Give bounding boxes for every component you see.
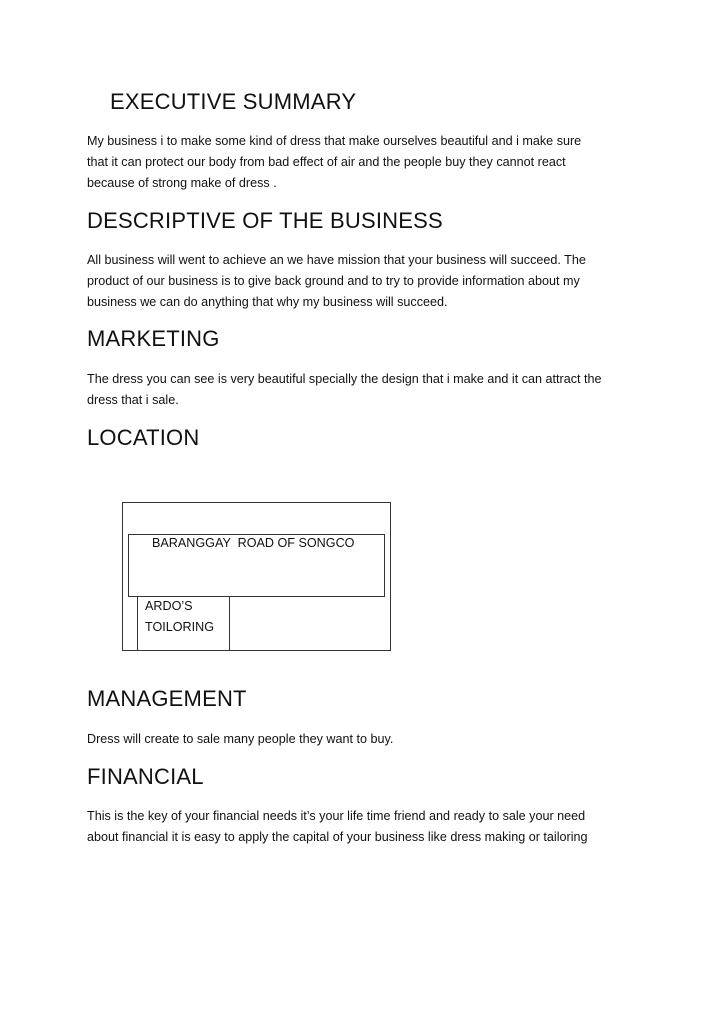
paragraph-marketing [87,369,647,411]
heading-marketing: MARKETING [87,326,220,351]
heading-management: MANAGEMENT [87,686,247,711]
shop-label-line: ARDO’S [145,599,193,613]
text-line: Dress will create to sale many people they want to buy. [87,732,394,746]
paragraph-descriptive-of-the-business [87,250,647,313]
heading-location: LOCATION [87,425,200,450]
text-line: My business i to make some kind of dress that make ourselves beautiful and i make sure [87,134,582,148]
heading-financial: FINANCIAL [87,764,204,789]
shop-label-line: TOILORING [145,620,215,634]
text-line: about financial it is easy to apply the capital of your business like dress making or tailoring [87,830,588,844]
location-map-road-label: BARANGGAY ROAD OF SONGCO [152,536,355,550]
text-line: business we can do anything that why my business will succeed. [87,295,448,309]
text-line: The dress you can see is very beautiful specially the design that i make and it can attract the [87,372,602,386]
text-line: that it can protect our body from bad effect of air and the people buy they cannot react [87,155,566,169]
text-line: product of our business is to give back ground and to try to provide information about my [87,274,580,288]
text-line: This is the key of your financial needs it’s your life time friend and ready to sale your need [87,809,586,823]
text-line: dress that i sale. [87,393,179,407]
heading-executive-summary: EXECUTIVE SUMMARY [110,89,357,114]
text-line: All business will went to achieve an we have mission that your business will succeed. The [87,253,586,267]
heading-descriptive-of-the-business: DESCRIPTIVE OF THE BUSINESS [87,208,443,233]
paragraph-management [87,729,647,750]
paragraph-financial [87,806,647,848]
paragraph-executive-summary [87,131,647,194]
location-map-shop-label [145,596,214,638]
text-line: because of strong make of dress . [87,176,277,190]
